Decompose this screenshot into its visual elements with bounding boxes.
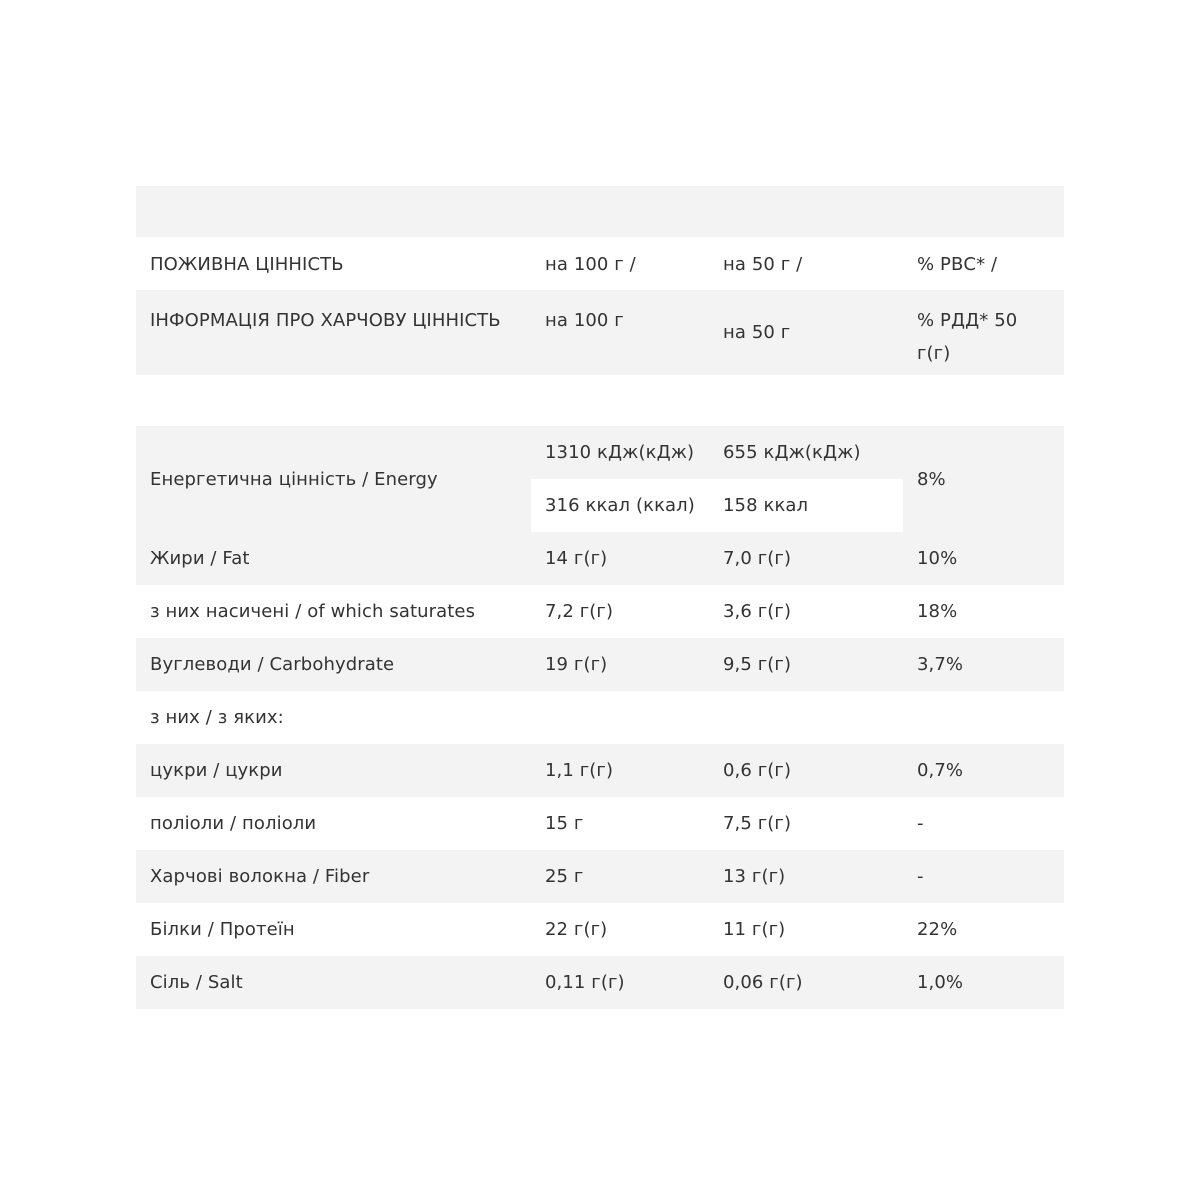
row-pct: 3,7% — [917, 654, 964, 675]
row-per50: 11 г(г) — [723, 919, 786, 940]
row-label: поліоли / поліоли — [150, 813, 317, 834]
energy-kj-per100: 1310 кДж(кДж) — [545, 442, 695, 463]
row-per50: 0,6 г(г) — [723, 760, 792, 781]
row-pct: 18% — [917, 601, 958, 622]
row-per50 — [709, 691, 903, 744]
row-label: з них / з яких: — [150, 707, 284, 728]
row-per100: 14 г(г) — [545, 548, 608, 569]
header-per100: на 100 г / — [545, 254, 636, 275]
header-pct: % РДД* 50 г(г) — [917, 310, 1018, 364]
section-spacer — [136, 375, 1064, 426]
row-label: Харчові волокна / Fiber — [150, 866, 370, 887]
table-top-band — [136, 186, 1064, 237]
row-per50: 3,6 г(г) — [723, 601, 792, 622]
energy-kcal-per100: 316 ккал (ккал) — [531, 479, 709, 532]
row-pct: - — [917, 813, 924, 834]
energy-label: Енергетична цінність / Energy — [150, 468, 438, 490]
row-per100: 0,11 г(г) — [545, 972, 625, 993]
energy-pct: 8% — [917, 468, 946, 490]
table-row — [136, 585, 1064, 638]
table-row — [136, 956, 1064, 1009]
row-per50: 7,5 г(г) — [723, 813, 792, 834]
table-row — [136, 638, 1064, 691]
row-pct — [903, 691, 1064, 744]
header-pct: % РВС* / — [917, 254, 998, 275]
row-per100: 1,1 г(г) — [545, 760, 614, 781]
row-per100: 15 г — [545, 813, 584, 834]
energy-kj-per50: 655 кДж(кДж) — [723, 442, 861, 463]
header-row-2 — [136, 290, 1064, 375]
row-per100: 25 г — [545, 866, 584, 887]
header-row-1 — [136, 237, 1064, 290]
table-row — [136, 744, 1064, 797]
row-per100: 7,2 г(г) — [545, 601, 614, 622]
nutrition-table — [136, 186, 1064, 1009]
energy-row — [136, 426, 1064, 532]
table-row — [136, 850, 1064, 903]
row-label: Білки / Протеїн — [150, 919, 295, 940]
row-label: Сіль / Salt — [150, 972, 243, 993]
row-per50: 0,06 г(г) — [723, 972, 803, 993]
energy-kcal-per50: 158 ккал — [709, 479, 903, 532]
table-row — [136, 532, 1064, 585]
row-pct: 10% — [917, 548, 958, 569]
row-per100 — [531, 691, 709, 744]
table-row — [136, 797, 1064, 850]
header-label: ПОЖИВНА ЦІННІСТЬ — [150, 254, 344, 275]
row-per50: 9,5 г(г) — [723, 654, 792, 675]
row-label: цукри / цукри — [150, 760, 283, 781]
header-per100: на 100 г — [545, 310, 624, 331]
row-per50: 7,0 г(г) — [723, 548, 792, 569]
row-pct: - — [917, 866, 924, 887]
row-pct: 22% — [917, 919, 958, 940]
row-pct: 0,7% — [917, 760, 964, 781]
row-per50: 13 г(г) — [723, 866, 786, 887]
row-pct: 1,0% — [917, 972, 964, 993]
header-per50: на 50 г / — [723, 254, 803, 275]
table-row — [136, 903, 1064, 956]
table-row — [136, 691, 1064, 744]
header-per50: на 50 г — [723, 322, 791, 343]
header-label: ІНФОРМАЦІЯ ПРО ХАРЧОВУ ЦІННІСТЬ — [150, 310, 501, 331]
row-label: Жири / Fat — [150, 548, 250, 569]
row-label: Вуглеводи / Carbohydrate — [150, 654, 395, 675]
row-per100: 22 г(г) — [545, 919, 608, 940]
row-label: з них насичені / of which saturates — [150, 601, 476, 622]
row-per100: 19 г(г) — [545, 654, 608, 675]
